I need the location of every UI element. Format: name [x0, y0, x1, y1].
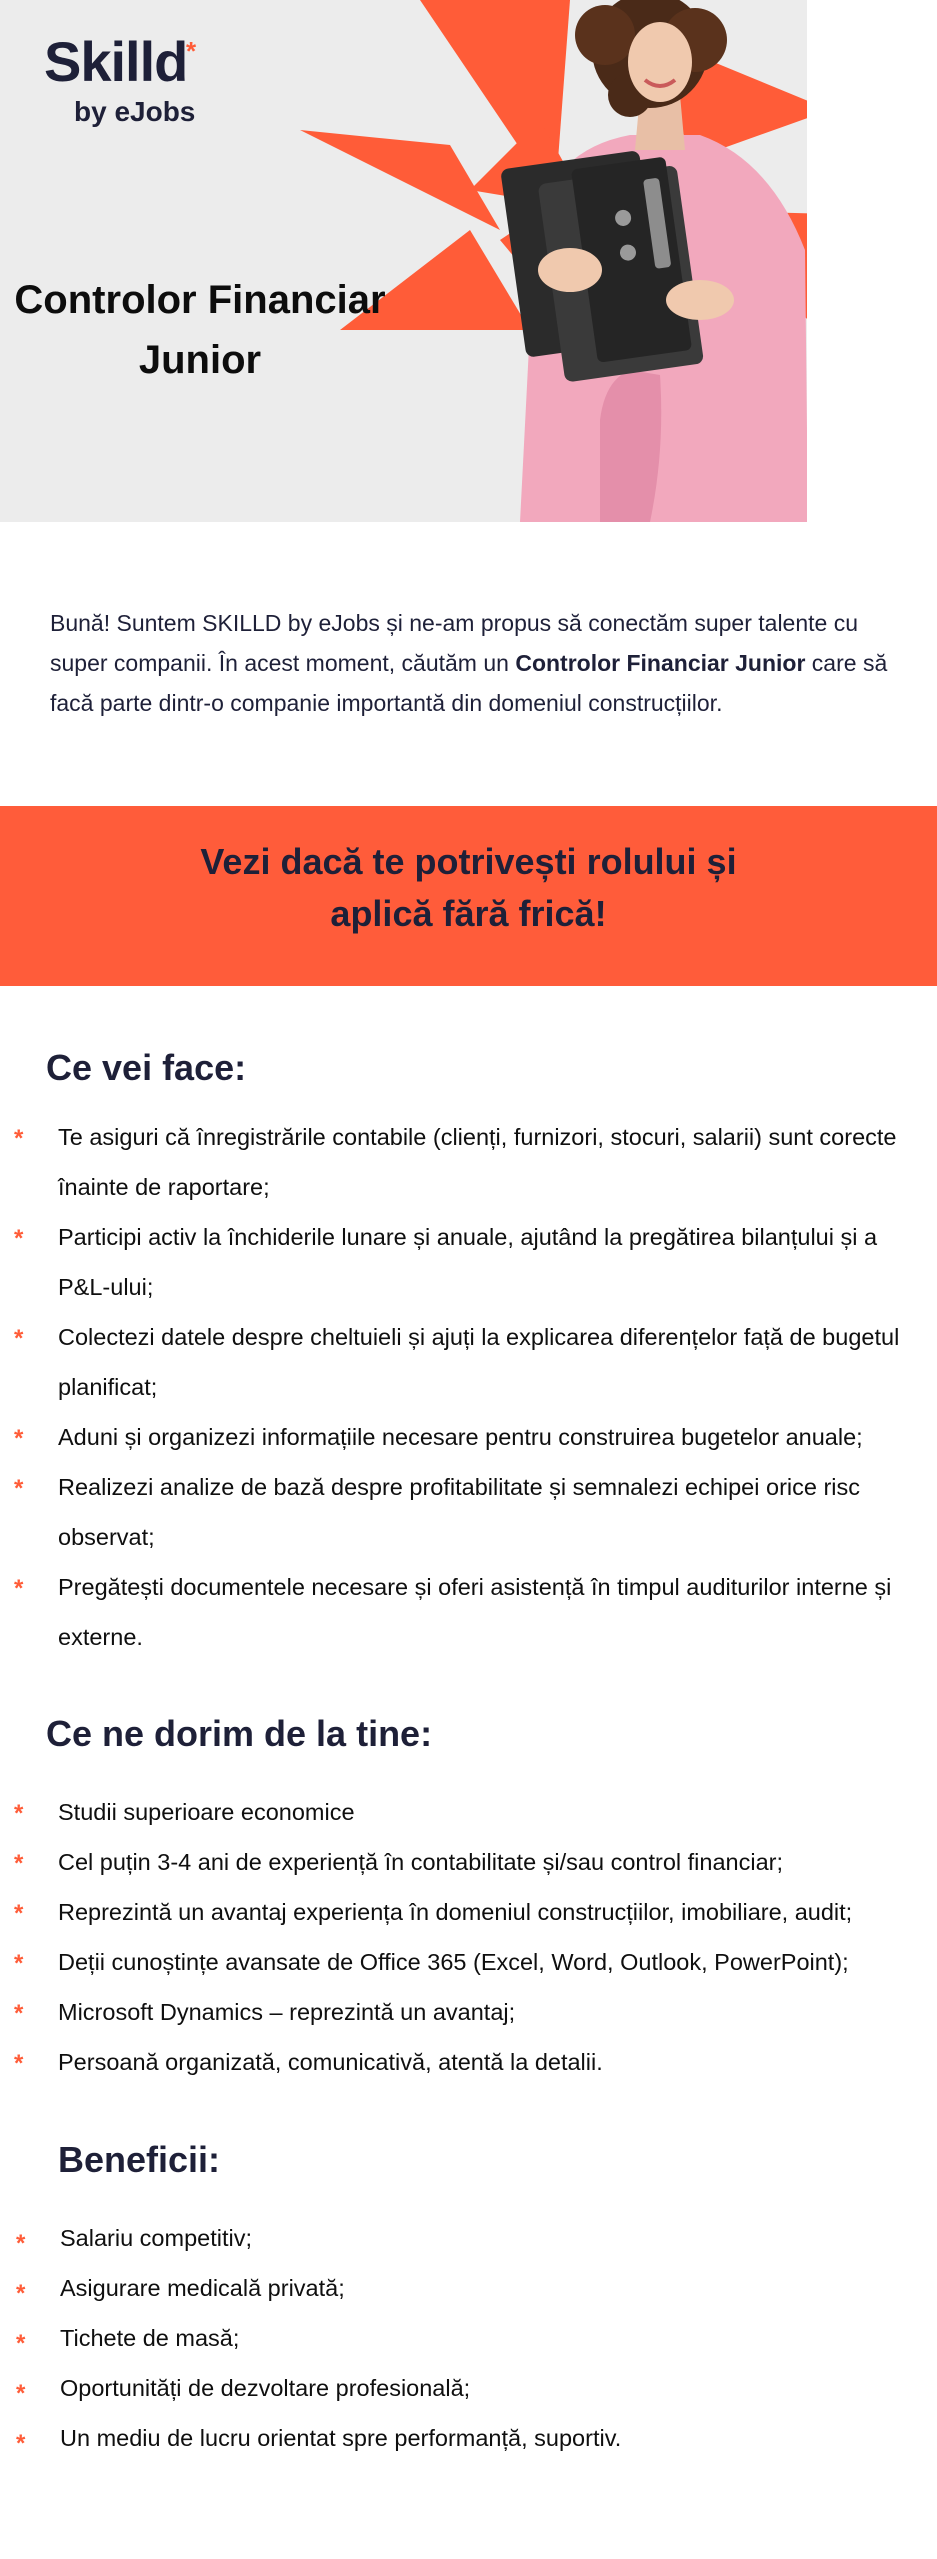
- job-title-line2: Junior: [138, 338, 262, 382]
- asterisk-bullet-icon: *: [16, 2230, 26, 2257]
- list-item: [0, 1212, 930, 1312]
- list-item: [0, 1837, 930, 1887]
- cta-text: [0, 836, 937, 940]
- asterisk-bullet-icon: *: [14, 1575, 24, 1602]
- list-item: [0, 1787, 930, 1837]
- list-item: [0, 1937, 930, 1987]
- cta-line2: aplică fără frică!: [330, 893, 607, 934]
- asterisk-bullet-icon: *: [16, 2380, 26, 2407]
- list-item-text: Realizezi analize de bază despre profitabilitate și semnalezi echipei orice risc observat;: [58, 1474, 861, 1550]
- responsibilities-list: [0, 1112, 930, 1662]
- list-item-text: Aduni și organizezi informațiile necesare pentru construirea bugetelor anuale;: [58, 1424, 863, 1450]
- list-item-text: Colectezi datele despre cheltuieli și ajuți la explicarea diferențelor față de bugetul planificat;: [58, 1324, 900, 1400]
- asterisk-bullet-icon: *: [14, 1425, 24, 1452]
- asterisk-bullet-icon: *: [16, 2280, 26, 2307]
- job-title: [0, 270, 400, 390]
- list-item-text: Studii superioare economice: [58, 1799, 355, 1825]
- list-item: [0, 1987, 930, 2037]
- asterisk-bullet-icon: *: [14, 1325, 24, 1352]
- intro-text-before: Bună! Suntem SKILLD by eJobs și ne-am propus să conectăm super talente cu super companii. În acest moment, căutăm un: [50, 610, 858, 676]
- list-item: [2, 2263, 932, 2313]
- list-item-text: Tichete de masă;: [60, 2325, 240, 2351]
- brand-star-icon: *: [186, 36, 197, 66]
- asterisk-bullet-icon: *: [14, 1950, 24, 1977]
- asterisk-bullet-icon: *: [14, 2000, 24, 2027]
- list-item: [0, 1887, 930, 1937]
- skilld-logo[interactable]: [44, 30, 264, 134]
- list-item-text: Salariu competitiv;: [60, 2225, 252, 2251]
- list-item-text: Participi activ la închiderile lunare și anuale, ajutând la pregătirea bilanțului și a P&L-ului;: [58, 1224, 878, 1300]
- intro-paragraph: [50, 603, 910, 723]
- job-title-line1: Controlor Financiar: [14, 278, 386, 322]
- list-item: [2, 2313, 932, 2363]
- list-item-text: Cel puțin 3-4 ani de experiență în contabilitate și/sau control financiar;: [58, 1849, 784, 1875]
- cta-banner: [0, 806, 937, 986]
- intro-highlight: Controlor Financiar Junior: [515, 650, 806, 676]
- list-item-text: Pregătești documentele necesare și oferi asistență în timpul auditurilor interne și externe.: [58, 1574, 892, 1650]
- section-title-responsibilities: Ce vei face:: [46, 1047, 247, 1088]
- asterisk-bullet-icon: *: [16, 2430, 26, 2457]
- list-item: [0, 1412, 930, 1462]
- list-item: [0, 1462, 930, 1562]
- asterisk-bullet-icon: *: [14, 1850, 24, 1877]
- list-item: [0, 1562, 930, 1662]
- list-item: [2, 2213, 932, 2263]
- list-item-text: Te asiguri că înregistrările contabile (clienți, furnizori, stocuri, salarii) sunt corecte înainte de raportare;: [58, 1124, 897, 1200]
- hero-banner: [0, 0, 937, 522]
- list-item-text: Asigurare medicală privată;: [60, 2275, 345, 2301]
- brand-subtitle: by eJobs: [74, 96, 196, 127]
- list-item: [2, 2413, 932, 2463]
- asterisk-bullet-icon: *: [14, 1125, 24, 1152]
- list-item-text: Microsoft Dynamics – reprezintă un avantaj;: [58, 1999, 516, 2025]
- list-item: [0, 1312, 930, 1412]
- brand-name: Skilld: [44, 30, 188, 93]
- section-title-requirements: Ce ne dorim de la tine:: [46, 1713, 433, 1754]
- asterisk-bullet-icon: *: [16, 2330, 26, 2357]
- list-item-text: Persoană organizată, comunicativă, atentă la detalii.: [58, 2049, 603, 2075]
- list-item-text: Reprezintă un avantaj experiența în domeniul construcțiilor, imobiliare, audit;: [58, 1899, 853, 1925]
- asterisk-bullet-icon: *: [14, 1800, 24, 1827]
- section-title-benefits: Beneficii:: [58, 2139, 221, 2180]
- list-item: [2, 2363, 932, 2413]
- list-item-text: Oportunități de dezvoltare profesională;: [60, 2375, 471, 2401]
- asterisk-bullet-icon: *: [14, 1225, 24, 1252]
- list-item-text: Un mediu de lucru orientat spre performanță, suportiv.: [60, 2425, 622, 2451]
- list-item: [0, 1112, 930, 1212]
- benefits-list: [2, 2213, 932, 2463]
- list-item: [0, 2037, 930, 2087]
- asterisk-bullet-icon: *: [14, 2050, 24, 2077]
- asterisk-bullet-icon: *: [14, 1900, 24, 1927]
- cta-line1: Vezi dacă te potrivești rolului și: [200, 841, 737, 882]
- intro-text-after: care să facă parte dintr-o companie importantă din domeniul construcțiilor.: [50, 650, 888, 716]
- list-item-text: Deții cunoștințe avansate de Office 365 (Excel, Word, Outlook, PowerPoint);: [58, 1949, 849, 1975]
- hero-illustration: [300, 0, 937, 522]
- asterisk-bullet-icon: *: [14, 1475, 24, 1502]
- requirements-list: [0, 1787, 930, 2087]
